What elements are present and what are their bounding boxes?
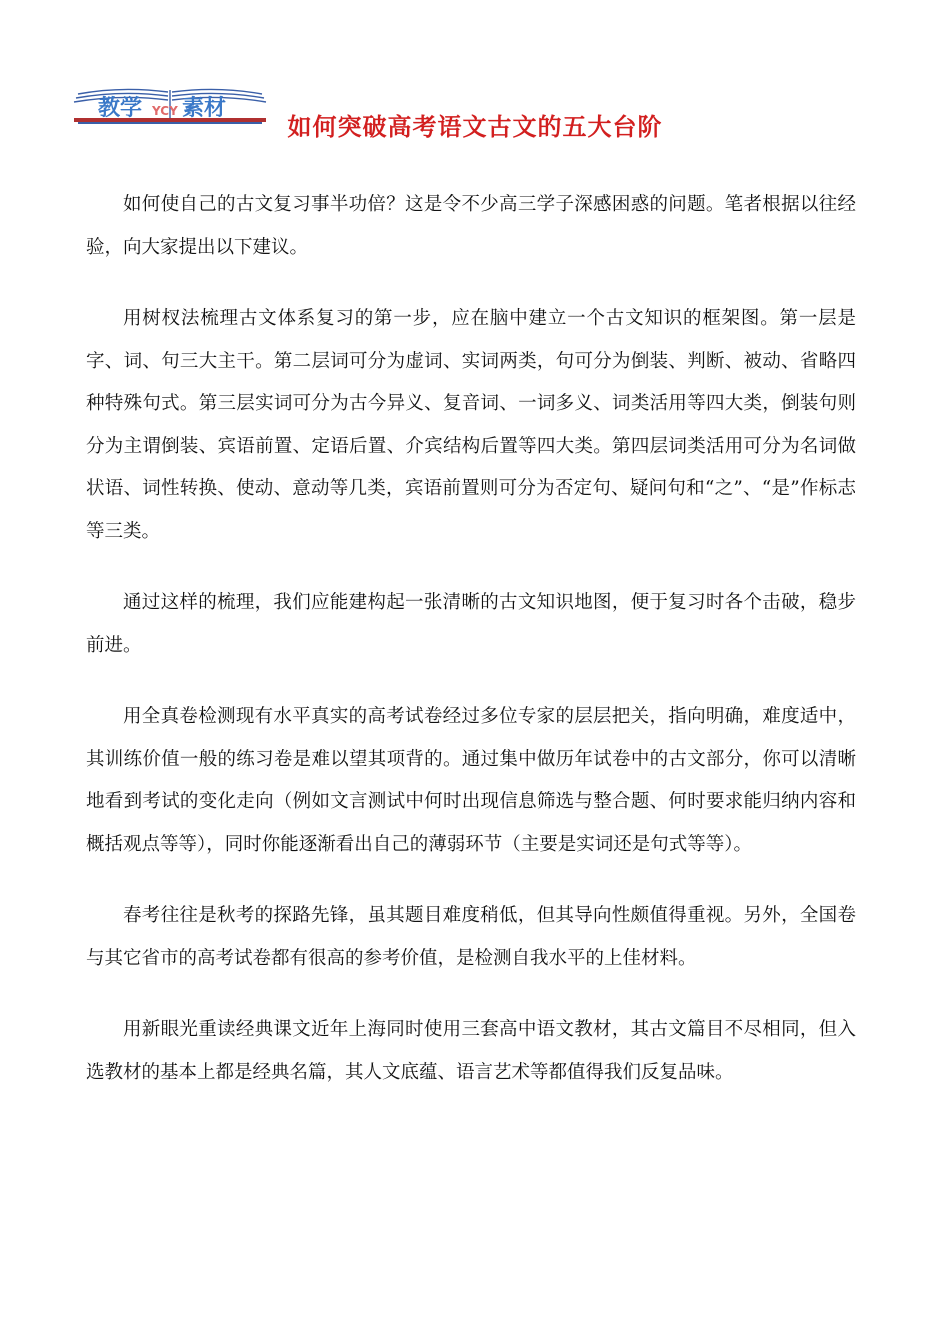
paragraph-1: 如何使自己的古文复习事半功倍？这是令不少高三学子深感困惑的问题。笔者根据以往经验，向大家提出以下建议。 (86, 194, 856, 258)
logo-text-left: 教学 (98, 96, 143, 121)
logo-text-mid: YCY (152, 104, 178, 118)
paragraph-6: 用新眼光重读经典课文近年上海同时使用三套高中语文教材，其古文篇目不尽相同，但入选教材的基本上都是经典名篇，其人文底蕴、语言艺术等都值得我们反复品味。 (86, 1019, 856, 1083)
document-body (86, 184, 856, 1123)
paragraph-4: 用全真卷检测现有水平真实的高考试卷经过多位专家的层层把关，指向明确，难度适中，其训练价值一般的练习卷是难以望其项背的。通过集中做历年试卷中的古文部分，你可以清晰地看到考试的变化走向（例如文言测试中何时出现信息筛选与整合题、何时要求能归纳内容和概括观点等等），同时你能逐渐看出自己的薄弱环节（主要是实词还是句式等等）。 (86, 706, 856, 855)
logo-text-right: 素材 (182, 96, 227, 121)
paragraph-5: 春考往往是秋考的探路先锋，虽其题目难度稍低，但其导向性颇值得重视。另外，全国卷与其它省市的高考试卷都有很高的参考价值，是检测自我水平的上佳材料。 (86, 905, 856, 969)
paragraph-2: 用树杈法梳理古文体系复习的第一步，应在脑中建立一个古文知识的框架图。第一层是字、词、句三大主干。第二层词可分为虚词、实词两类，句可分为倒装、判断、被动、省略四种特殊句式。第三层实词可分为古今异义、复音词、一词多义、词类活用等四大类，倒装句则分为主谓倒装、宾语前置、定语后置、介宾结构后置等四大类。第四层词类活用可分为名词做状语、词性转换、使动、意动等几类，宾语前置则可分为否定句、疑问句和“之”、“是”作标志等三类。 (86, 308, 856, 542)
paragraph-3: 通过这样的梳理，我们应能建构起一张清晰的古文知识地图，便于复习时各个击破，稳步前进。 (86, 592, 856, 656)
document-title: 如何突破高考语文古文的五大台阶 (287, 112, 663, 141)
